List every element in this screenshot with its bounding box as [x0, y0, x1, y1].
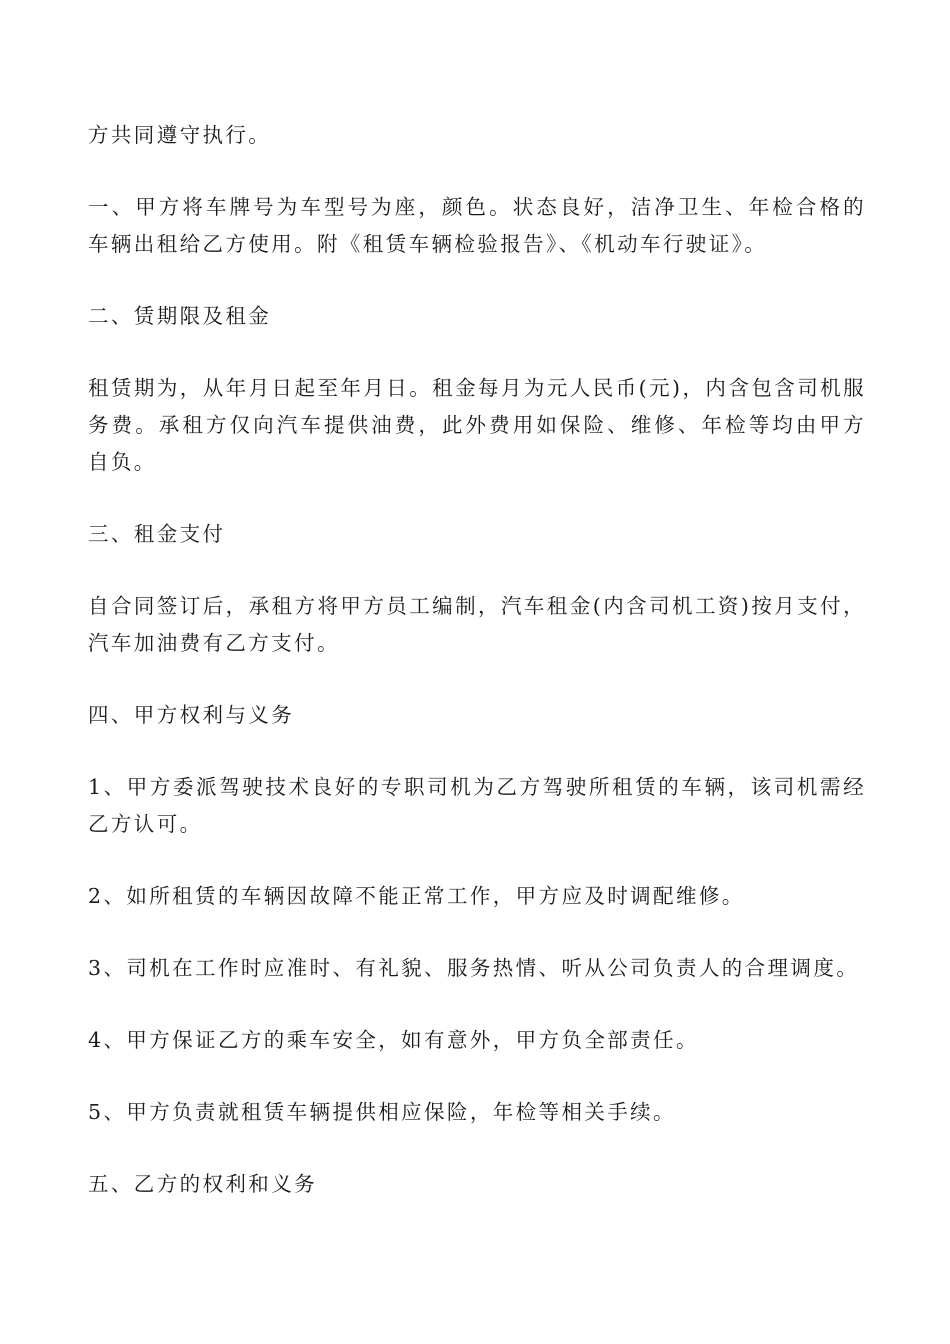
party-a-item-4: 4、甲方保证乙方的乘车安全，如有意外，甲方负全部责任。 — [88, 1028, 699, 1052]
document-body — [88, 117, 866, 1238]
section-heading-payment: 三、租金支付 — [88, 522, 226, 546]
party-a-item-5: 5、甲方负责就租赁车辆提供相应保险，年检等相关手续。 — [88, 1100, 676, 1124]
party-a-item-2: 2、如所租赁的车辆因故障不能正常工作，甲方应及时调配维修。 — [88, 884, 745, 908]
paragraph-lease-term: 租赁期为，从年月日起至年月日。租金每月为元人民币(元)，内含包含司机服务费。承租方仅向汽车提供油费，此外费用如保险、维修、年检等均由甲方自负。 — [88, 376, 866, 474]
section-heading-lease-term: 二、赁期限及租金 — [88, 304, 272, 328]
section-heading-party-a: 四、甲方权利与义务 — [88, 703, 295, 727]
paragraph-continuation: 方共同遵守执行。 — [88, 123, 272, 147]
paragraph-payment: 自合同签订后，承租方将甲方员工编制，汽车租金(内含司机工资)按月支付，汽车加油费有乙方支付。 — [88, 594, 866, 655]
clause-1-vehicle: 一、甲方将车牌号为车型号为座，颜色。状态良好，洁净卫生、年检合格的车辆出租给乙方使用。附《租赁车辆检验报告》、《机动车行驶证》。 — [88, 195, 866, 256]
party-a-item-3: 3、司机在工作时应准时、有礼貌、服务热情、听从公司负责人的合理调度。 — [88, 956, 860, 980]
section-heading-party-b: 五、乙方的权利和义务 — [88, 1172, 317, 1196]
party-a-item-1: 1、甲方委派驾驶技术良好的专职司机为乙方驾驶所租赁的车辆，该司机需经乙方认可。 — [88, 775, 866, 836]
